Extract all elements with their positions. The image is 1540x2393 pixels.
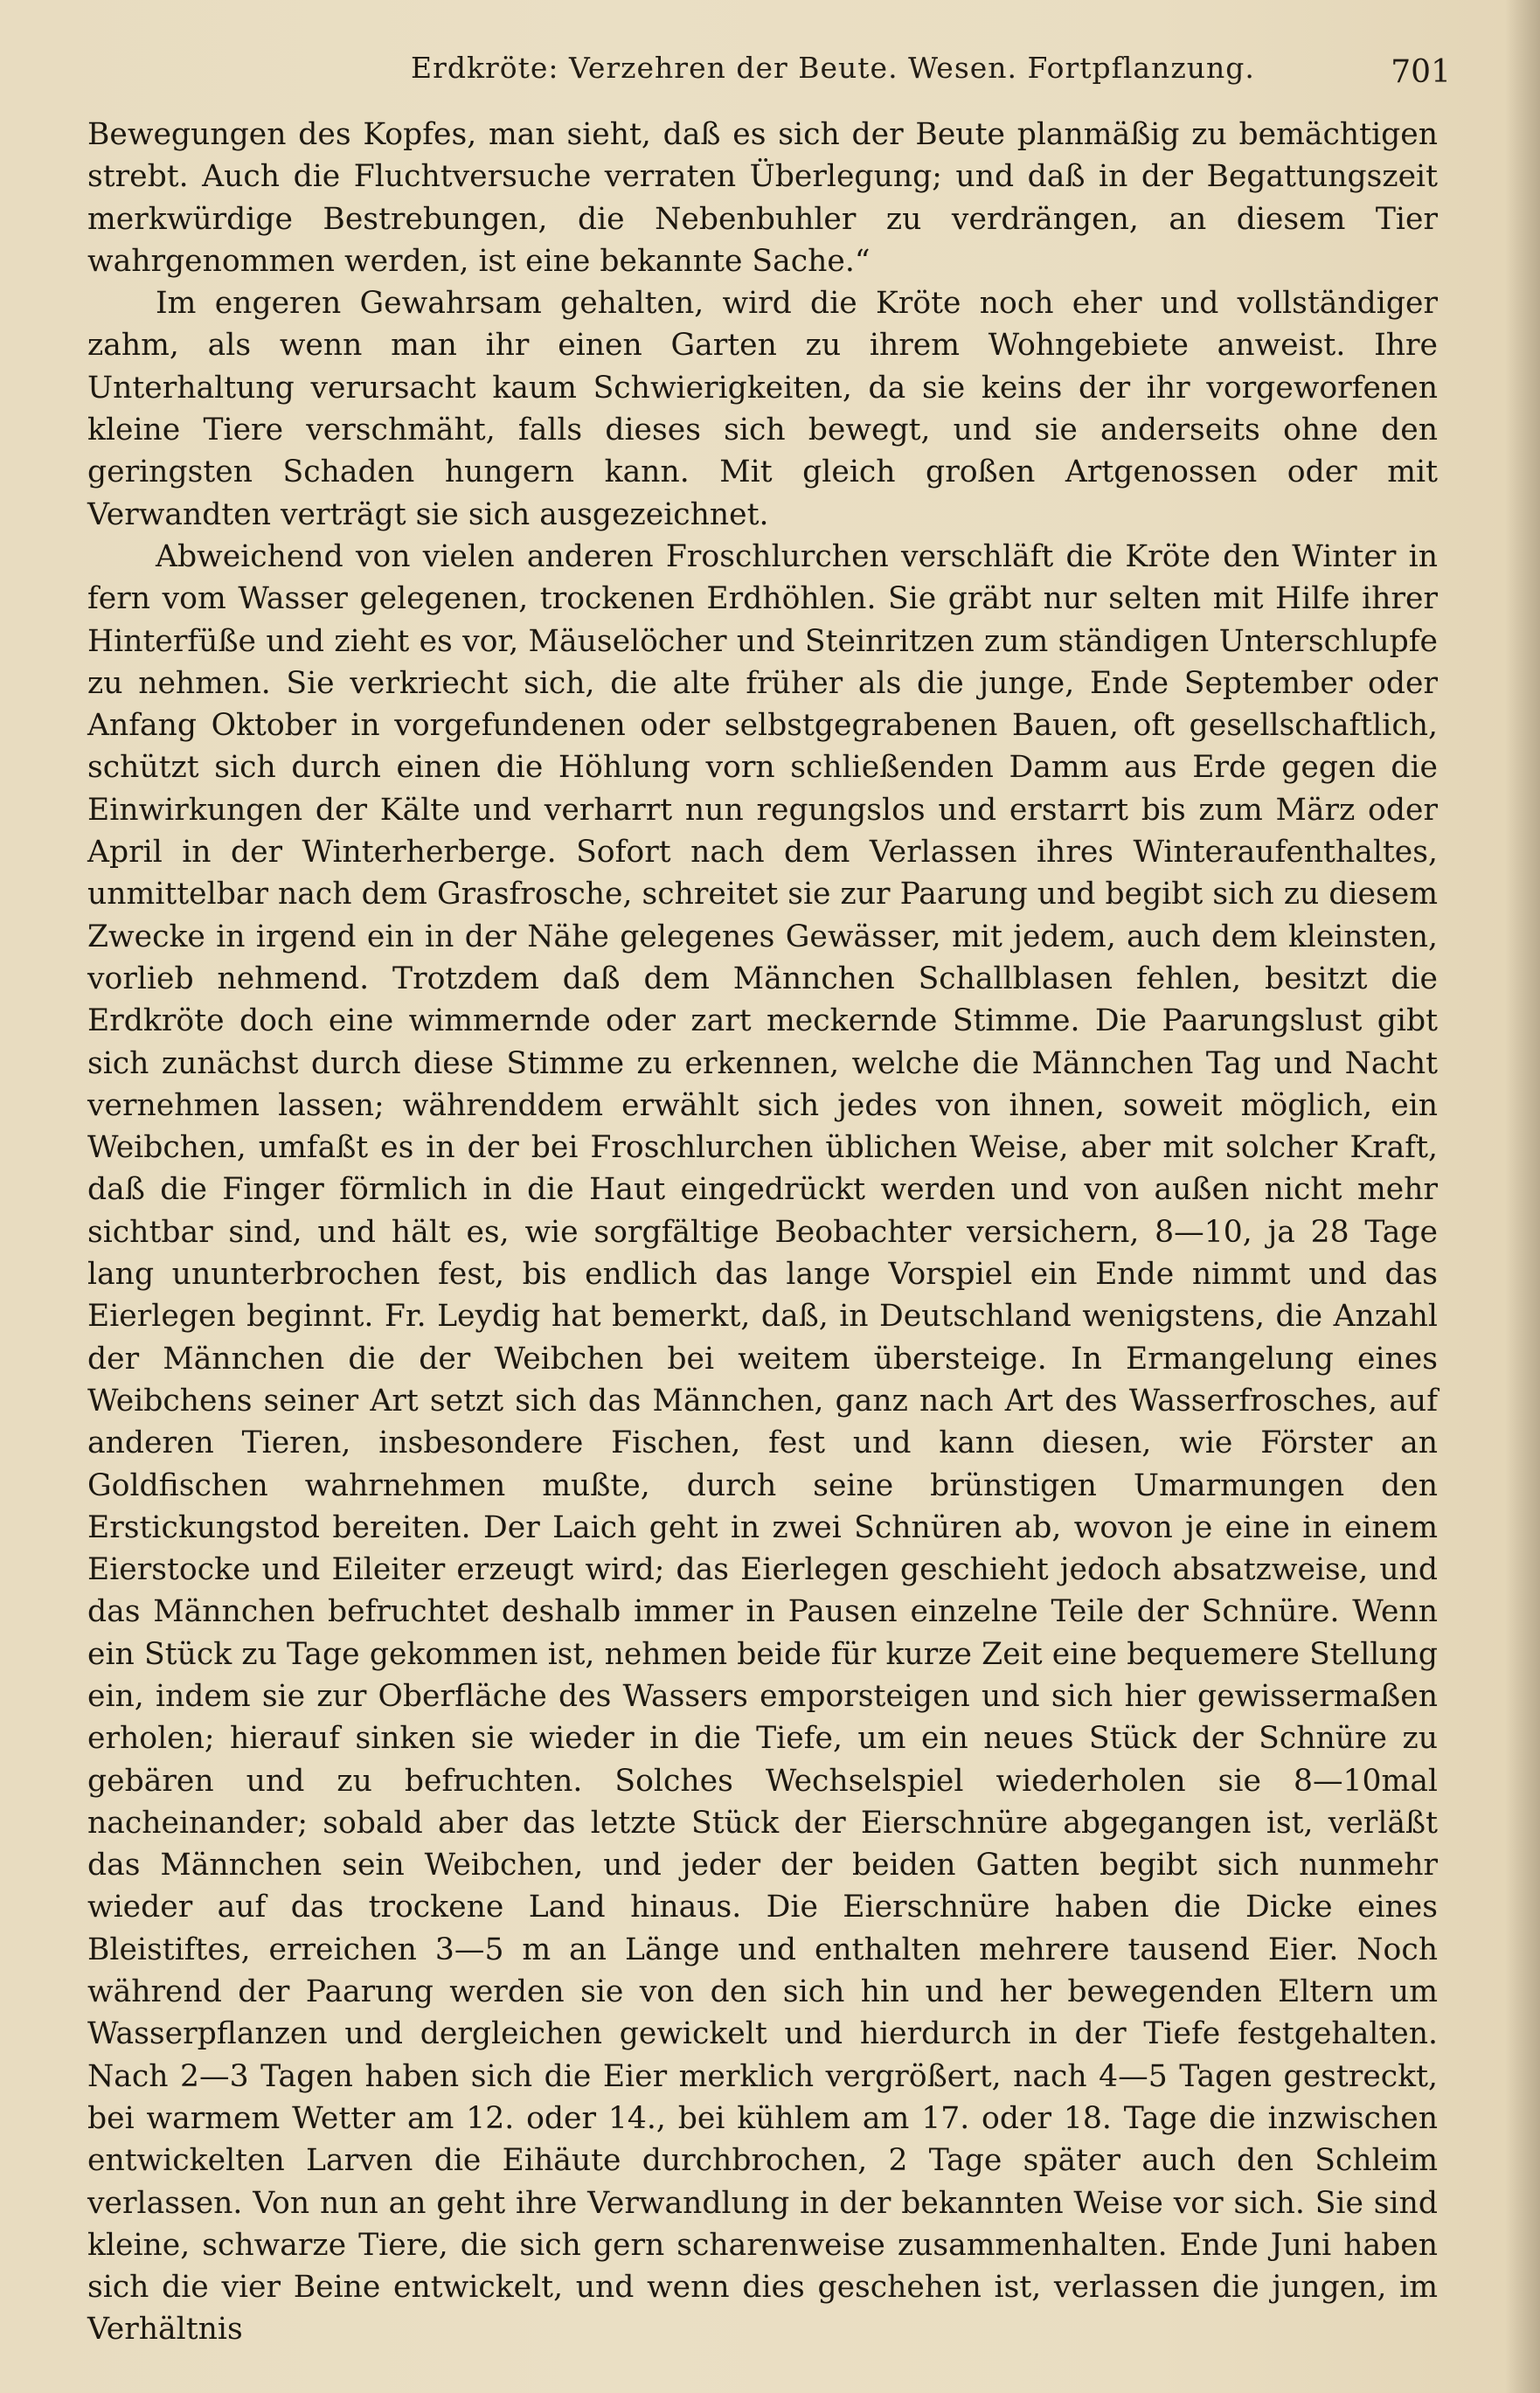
paragraph-2: Im engeren Gewahrsam gehalten, wird die Kröte noch eher und vollständiger zahm, als wenn man ihr einen Garten zu ihrem Wohngebiete anweist. Ihre Unterhaltung verursacht kaum Schwierigkeiten, da sie keins der ihr vorgeworfenen kleine Tiere verschmäht, falls dieses sich bewegt, und sie anderseits ohne den geringsten Schaden hungern kann. Mit gleich großen Artgenossen oder mit Verwandten verträgt sie sich ausgezeichnet. (87, 286, 1438, 532)
page-number: 701 (1391, 54, 1451, 90)
running-head: Erdkröte: Verzehren der Beute. Wesen. Fortpflanzung. (411, 51, 1255, 85)
paragraph-3: Abweichend von vielen anderen Froschlurchen verschläft die Kröte den Winter in fern vom Wasser gelegenen, trockenen Erdhöhlen. Sie gräbt nur selten mit Hilfe ihrer Hinterfüße und zieht es vor, Mäuselöcher und Steinritzen zum ständigen Unterschlupfe zu nehmen. Sie verkriecht sich, die alte früher als die junge, Ende September oder Anfang Oktober in vorgefundenen oder selbstgegrabenen Bauen, oft gesellschaftlich, schützt sich durch einen die Höhlung vorn schließenden Damm aus Erde gegen die Einwirkungen der Kälte und verharrt nun regungslos und erstarrt bis zum März oder April in der Winterherberge. Sofort nach dem Verlassen ihres Winteraufenthaltes, unmittelbar nach dem Grasfrosche, schreitet sie zur Paarung und begibt sich zu diesem Zwecke in irgend ein in der Nähe gelegenes Gewässer, mit jedem, auch dem kleinsten, vorlieb nehmend. Trotzdem daß dem Männchen Schallblasen fehlen, besitzt die Erdkröte doch eine wimmernde oder zart meckernde Stimme. Die Paarungslust gibt sich zunächst durch diese Stimme zu erkennen, welche die Männchen Tag und Nacht vernehmen lassen; währenddem erwählt sich jedes von ihnen, soweit möglich, ein Weibchen, umfaßt es in der bei Froschlurchen üblichen Weise, aber mit solcher Kraft, daß die Finger förmlich in die Haut eingedrückt werden und von außen nicht mehr sichtbar sind, und hält es, wie sorgfältige Beobachter versichern, 8—10, ja 28 Tage lang ununterbrochen fest, bis endlich das lange Vorspiel ein Ende nimmt und das Eierlegen beginnt. Fr. Leydig hat bemerkt, daß, in Deutschland wenigstens, die Anzahl der Männchen die der Weibchen bei weitem übersteige. In Ermangelung eines Weibchens seiner Art setzt sich das Männchen, ganz nach Art des Wasserfrosches, auf anderen Tieren, insbesondere Fischen, fest und kann diesen, wie Förster an Goldfischen wahrnehmen mußte, durch seine brünstigen Umarmungen den Erstickungstod bereiten. Der Laich geht in zwei Schnüren ab, wovon je eine in einem Eierstocke und Eileiter erzeugt wird; das Eierlegen geschieht jedoch absatzweise, und das Männchen befruchtet deshalb immer in Pausen einzelne Teile der Schnüre. Wenn ein Stück zu Tage gekommen ist, nehmen beide für kurze Zeit eine bequemere Stellung ein, indem sie zur Oberfläche des Wassers emporsteigen und sich hier gewissermaßen erholen; hierauf sinken sie wieder in die Tiefe, um ein neues Stück der Schnüre zu gebären und zu befruchten. Solches Wechselspiel wiederholen sie 8—10mal nacheinander; sobald aber das letzte Stück der Eierschnüre abgegangen ist, verläßt das Männchen sein Weibchen, und jeder der beiden Gatten begibt sich nunmehr wieder auf das trockene Land hinaus. Die Eierschnüre haben die Dicke eines Bleistiftes, erreichen 3—5 m an Länge und enthalten mehrere tausend Eier. Noch während der Paarung werden sie von den sich hin und her bewegenden Eltern um Wasserpflanzen und dergleichen gewickelt und hierdurch in der Tiefe festgehalten. Nach 2—3 Tagen haben sich die Eier merklich vergrößert, nach 4—5 Tagen gestreckt, bei warmem Wetter am 12. oder 14., bei kühlem am 17. oder 18. Tage die inzwischen entwickelten Larven die Eihäute durchbrochen, 2 Tage später auch den Schleim verlassen. Von nun an geht ihre Verwandlung in der bekannten Weise vor sich. Sie sind kleine, schwarze Tiere, die sich gern scharenweise zusammenhalten. Ende Juni haben sich die vier Beine entwickelt, und wenn dies geschehen ist, verlassen die jungen, im Verhältnis (87, 538, 1438, 2348)
paragraph-1: Bewegungen des Kopfes, man sieht, daß es sich der Beute planmäßig zu bemächtigen strebt. Auch die Fluchtversuche verraten Überlegung; und daß in der Begattungszeit merkwürdige Bestrebungen, die Nebenbuhler zu verdrängen, an diesem Tier wahrgenommen werden, ist eine bekannte Sache.“ (87, 117, 1438, 279)
page-header (87, 45, 1451, 107)
body-text (87, 114, 1438, 2351)
